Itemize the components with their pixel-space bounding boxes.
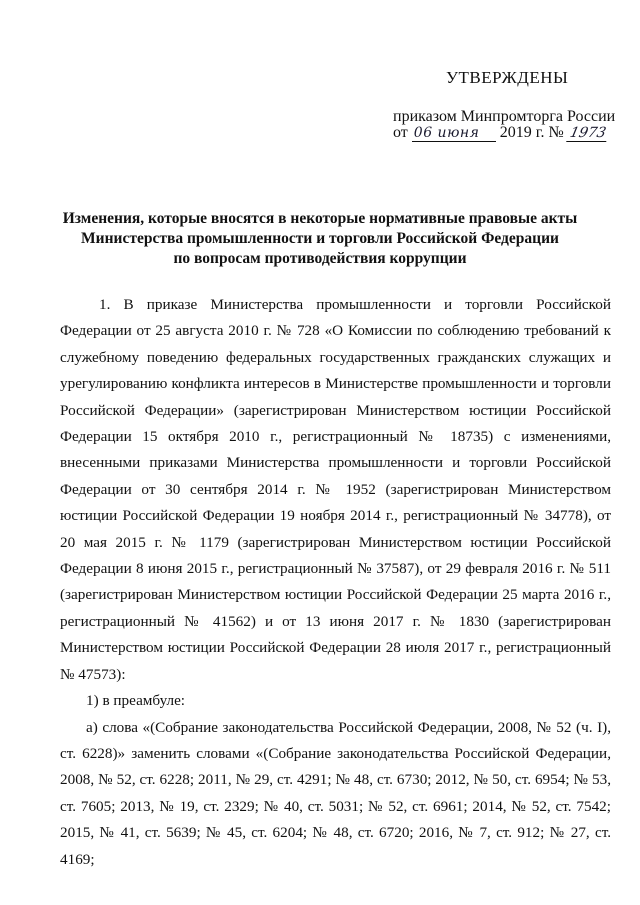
approval-order: приказом Минпромторга России [393, 108, 616, 125]
handwritten-order-number: 1973 [566, 125, 610, 142]
item-1: 1) в преамбуле: [86, 692, 186, 710]
approved-heading: УТВЕРЖДЕНЫ [446, 68, 569, 87]
date-prefix: от [393, 124, 408, 141]
handwritten-date: 06 июня [412, 125, 496, 142]
item-a: а) слова «(Собрание законодательства Российской Федерации, 2008, № 52 (ч. I), ст. 6228)» заменить словами «(Собрание законодательства Российской Федерации, 2008, № 52, ст. 6228; 2011, № 29, ст. 4291; № 48, ст. 6730; 2012, № 50, ст. 6954; № 53, ст. 7605; 2013, № 19, ст. 2329; № 40, ст. 5031; № 52, ст. 6961; 2014, № 52, ст. 7542; 2015, № 41, ст. 5639; № 45, ст. 6204; № 48, ст. 6720; 2016, № 7, ст. 912; № 27, ст. 4169; [60, 718, 611, 868]
document-body [60, 292, 611, 873]
title-line-2: Министерства промышленности и торговли Российской Федерации [81, 230, 559, 247]
year-number-label: 2019 г. № [499, 124, 564, 141]
document-title [60, 209, 580, 269]
approval-date-line [393, 124, 608, 142]
title-line-3: по вопросам противодействия коррупции [173, 250, 467, 267]
title-line-1: Изменения, которые вносятся в некоторые нормативные правовые акты [62, 210, 578, 227]
paragraph-1: 1. В приказе Министерства промышленности и торговли Российской Федерации от 25 августа 2010 г. № 728 «О Комиссии по соблюдению требований к служебному поведению федеральных государственных гражданских служащих и урегулированию конфликта интересов в Министерстве промышленности и торговли Российской Федерации» (зарегистрирован Министерством юстиции Российской Федерации 15 октября 2010 г., регистрационный № 18735) с изменениями, внесенными приказами Министерства промышленности и торговли Российской Федерации от 30 сентября 2014 г. № 1952 (зарегистрирован Министерством юстиции Российской Федерации 19 ноября 2014 г., регистрационный № 34778), от 20 мая 2015 г. № 1179 (зарегистрирован Министерством юстиции Российской Федерации 8 июня 2015 г., регистрационный № 37587), от 29 февраля 2016 г. № 511 (зарегистрирован Министерством юстиции Российской Федерации 25 марта 2016 г., регистрационный № 41562) и от 13 июня 2017 г. № 1830 (зарегистрирован Министерством юстиции Российской Федерации 28 июля 2017 г., регистрационный № 47573): [60, 296, 611, 683]
